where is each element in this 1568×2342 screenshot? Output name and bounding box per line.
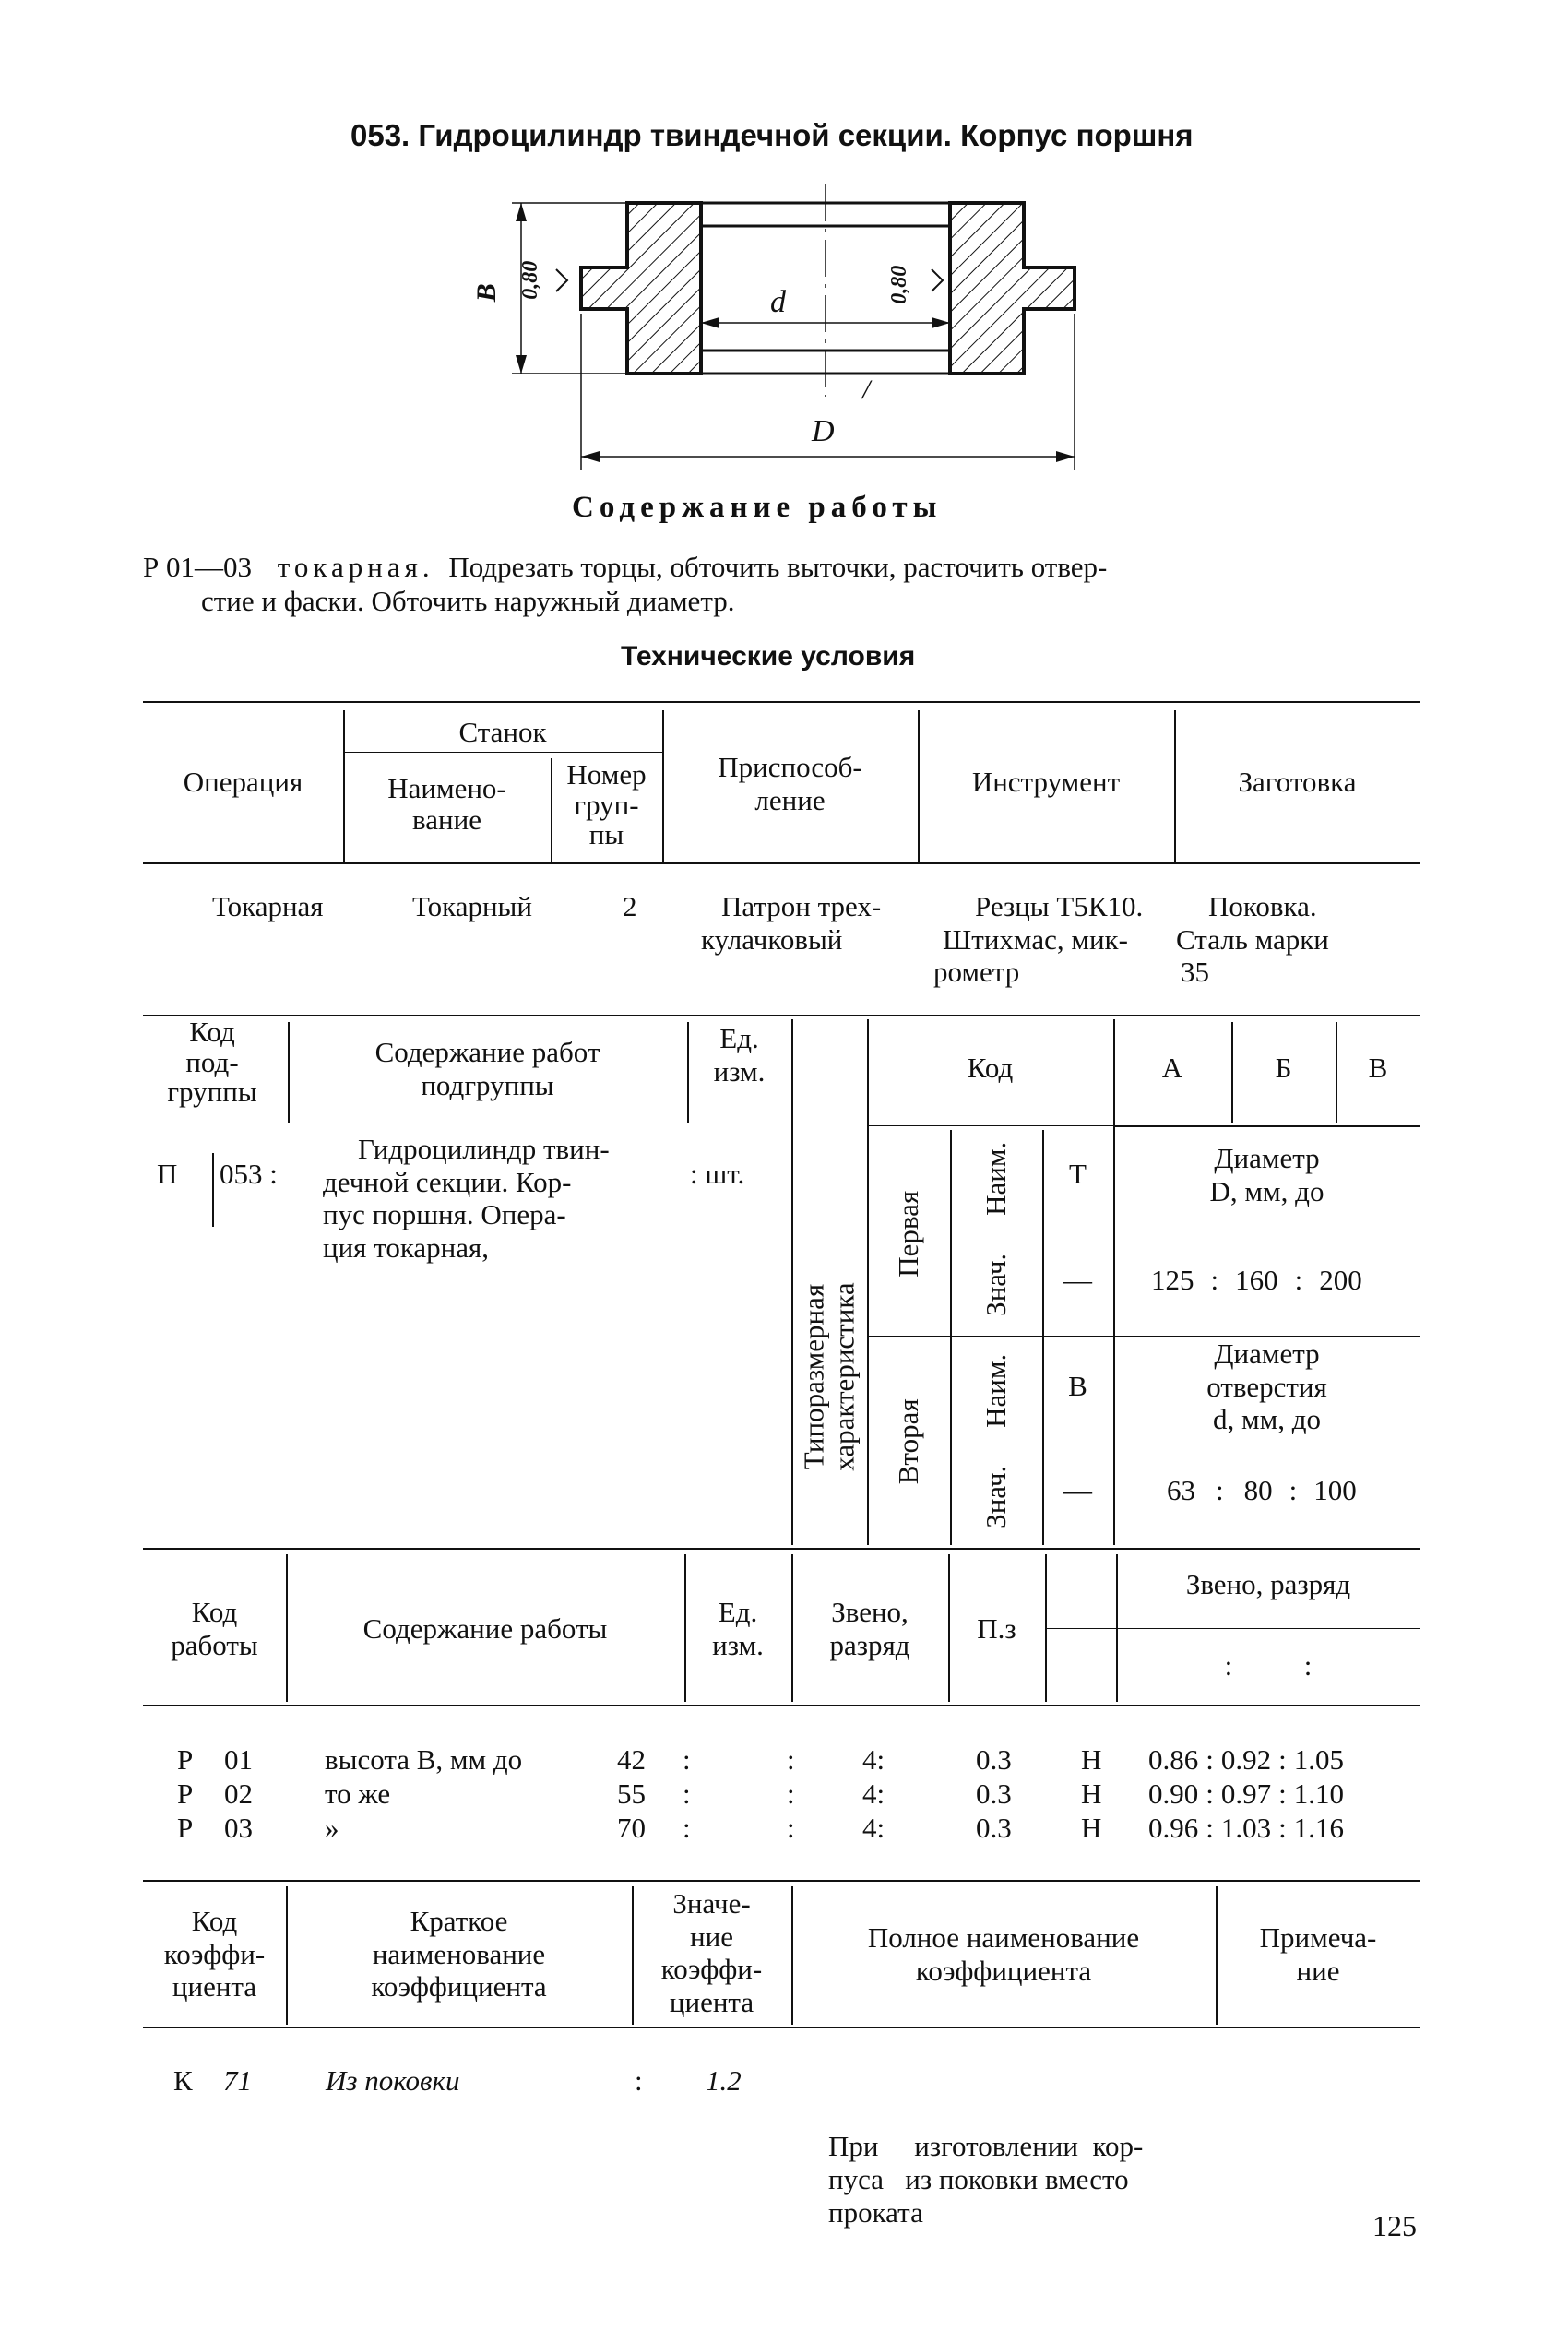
th-machine: Станок: [458, 716, 547, 748]
first-znach-code: —: [1063, 1264, 1092, 1296]
work-row-content: то же: [325, 1777, 391, 1810]
work-rest: Подрезать торцы, обточить выточки, расточить отвер-: [448, 551, 1108, 583]
tr-tool: Резцы Т5К10. Штихмас, мик- рометр: [933, 890, 1144, 989]
work-row-num: 70: [617, 1812, 646, 1844]
sh-a: А: [1161, 1052, 1183, 1084]
work-text-line1: [143, 551, 1107, 584]
ch-full: Полное наименование коэффициента: [867, 1921, 1140, 1987]
wh-content: Содержание работы: [362, 1612, 608, 1645]
work-row-code: 03: [224, 1812, 253, 1844]
second-values: 63 : 80 : 100: [1167, 1474, 1357, 1506]
sh-first: Первая: [892, 1190, 925, 1278]
work-row-p: Р: [177, 1743, 194, 1776]
page-title: 053. Гидроцилиндр твиндечной секции. Корпус поршня: [350, 118, 1194, 152]
work-row-colon-a: :: [683, 1777, 691, 1810]
work-row-code: 02: [224, 1777, 253, 1810]
work-text-line2: стие и фаски. Обточить наружный диаметр.: [201, 585, 735, 617]
work-row-values: 0.96 : 1.03 : 1.16: [1148, 1812, 1344, 1844]
th-fixture: Приспособ- ление: [718, 751, 862, 816]
sh-naim-2: Наим.: [980, 1353, 1013, 1428]
tech-heading: Технические условия: [621, 641, 916, 672]
first-values: 125 : 160 : 200: [1151, 1264, 1362, 1296]
work-row-values: 0.86 : 0.92 : 1.05: [1148, 1743, 1344, 1776]
th-blank: Заготовка: [1238, 766, 1357, 798]
sh-code: Код под- группы: [167, 1016, 257, 1109]
work-row-zveno: 4:: [862, 1812, 885, 1844]
part-drawing: [0, 166, 1568, 535]
sh-znach-2: Знач.: [980, 1465, 1013, 1528]
tr-fixture: Патрон трех- кулачковый: [701, 890, 882, 956]
work-row-pz: 0.3: [976, 1777, 1012, 1810]
ch-value: Значе- ние коэффи- циента: [660, 1887, 763, 2018]
second-naim-code: В: [1068, 1370, 1087, 1402]
work-row-n: Н: [1081, 1743, 1102, 1776]
work-row-p: Р: [177, 1777, 194, 1810]
work-row-colon-b: :: [787, 1743, 795, 1776]
second-znach-code: —: [1063, 1474, 1092, 1506]
sr-content: Гидроцилиндр твин- дечной секции. Кор- пус поршня. Опера- ция токарная,: [323, 1133, 610, 1264]
work-row-content: »: [325, 1812, 339, 1844]
work-row-num: 55: [617, 1777, 646, 1810]
sh-content: Содержание работ подгруппы: [374, 1036, 600, 1101]
work-row-content: высота B, мм до: [325, 1743, 523, 1776]
work-row-p: Р: [177, 1812, 194, 1844]
section-right: [950, 203, 1075, 374]
label-d: d: [770, 285, 786, 319]
work-row-pz: 0.3: [976, 1743, 1012, 1776]
work-row-values: 0.90 : 0.97 : 1.10: [1148, 1777, 1344, 1810]
roughness-left: 0,80: [518, 260, 543, 300]
page-number: 125: [1372, 2209, 1417, 2242]
th-machine-name: Наимено- вание: [387, 772, 506, 837]
cr-colon: :: [635, 2064, 643, 2097]
sr-code-p: П: [157, 1158, 178, 1190]
first-naim-code: Т: [1069, 1158, 1087, 1190]
wh-zveno: Звено, разряд: [829, 1596, 910, 1661]
wh-colons: : :: [1224, 1649, 1313, 1682]
cr-code-num: 71: [223, 2064, 252, 2097]
work-heading: Содержание работы: [572, 491, 943, 524]
work-row-colon-a: :: [683, 1812, 691, 1844]
sh-naim-1: Наим.: [980, 1141, 1013, 1216]
first-naim-text: Диаметр D, мм, до: [1209, 1142, 1324, 1207]
sh-typo: Типоразмерная характеристика: [797, 1282, 860, 1471]
work-row-pz: 0.3: [976, 1812, 1012, 1844]
ch-note: Примеча- ние: [1259, 1921, 1377, 1987]
label-B: B: [470, 283, 502, 303]
work-row-num: 42: [617, 1743, 646, 1776]
work-row-zveno: 4:: [862, 1777, 885, 1810]
sr-unit: : шт.: [690, 1158, 745, 1190]
cr-full: При изготовлении кор- пуса из поковки вместо проката: [828, 2130, 1144, 2229]
roughness-right: 0,80: [887, 265, 912, 304]
sh-znach-1: Знач.: [980, 1253, 1013, 1316]
th-machine-group: Номер груп- пы: [566, 758, 647, 851]
tr-group: 2: [623, 890, 637, 922]
work-row-code: 01: [224, 1743, 253, 1776]
tr-operation: Токарная: [212, 890, 324, 922]
ch-code: Код коэффи- циента: [163, 1905, 266, 2003]
cr-value: 1.2: [706, 2064, 742, 2097]
sh-kod: Код: [967, 1052, 1014, 1084]
label-D: D: [812, 414, 835, 448]
work-row-n: Н: [1081, 1812, 1102, 1844]
sh-second: Вторая: [892, 1398, 925, 1485]
cr-code-k: К: [173, 2064, 193, 2097]
tr-machine: Токарный: [412, 890, 532, 922]
second-naim-text: Диаметр отверстия d, мм, до: [1206, 1337, 1327, 1436]
work-row-n: Н: [1081, 1777, 1102, 1810]
ch-short: Краткое наименование коэффициента: [371, 1905, 547, 2003]
work-row-zveno: 4:: [862, 1743, 885, 1776]
sh-v: В: [1368, 1052, 1388, 1084]
wh-zveno-razryad: Звено, разряд: [1185, 1568, 1351, 1600]
th-tool: Инструмент: [971, 766, 1121, 798]
cr-short: Из поковки: [326, 2064, 460, 2097]
section-left: [581, 203, 701, 374]
sh-unit: Ед. изм.: [713, 1022, 766, 1088]
work-row-colon-b: :: [787, 1812, 795, 1844]
work-op: токарная.: [277, 551, 434, 583]
work-row-colon-b: :: [787, 1777, 795, 1810]
work-row-colon-a: :: [683, 1743, 691, 1776]
sh-b: Б: [1275, 1052, 1292, 1084]
wh-code: Код работы: [171, 1596, 258, 1661]
mark-slash: /: [862, 374, 871, 405]
sr-code-num: 053 :: [220, 1158, 278, 1190]
work-code: Р 01—03: [143, 551, 252, 583]
wh-pz: П.з: [977, 1612, 1016, 1645]
tr-blank: Поковка. Сталь марки 35: [1176, 890, 1329, 989]
th-operation: Операция: [183, 766, 303, 798]
wh-unit: Ед. изм.: [712, 1596, 764, 1661]
